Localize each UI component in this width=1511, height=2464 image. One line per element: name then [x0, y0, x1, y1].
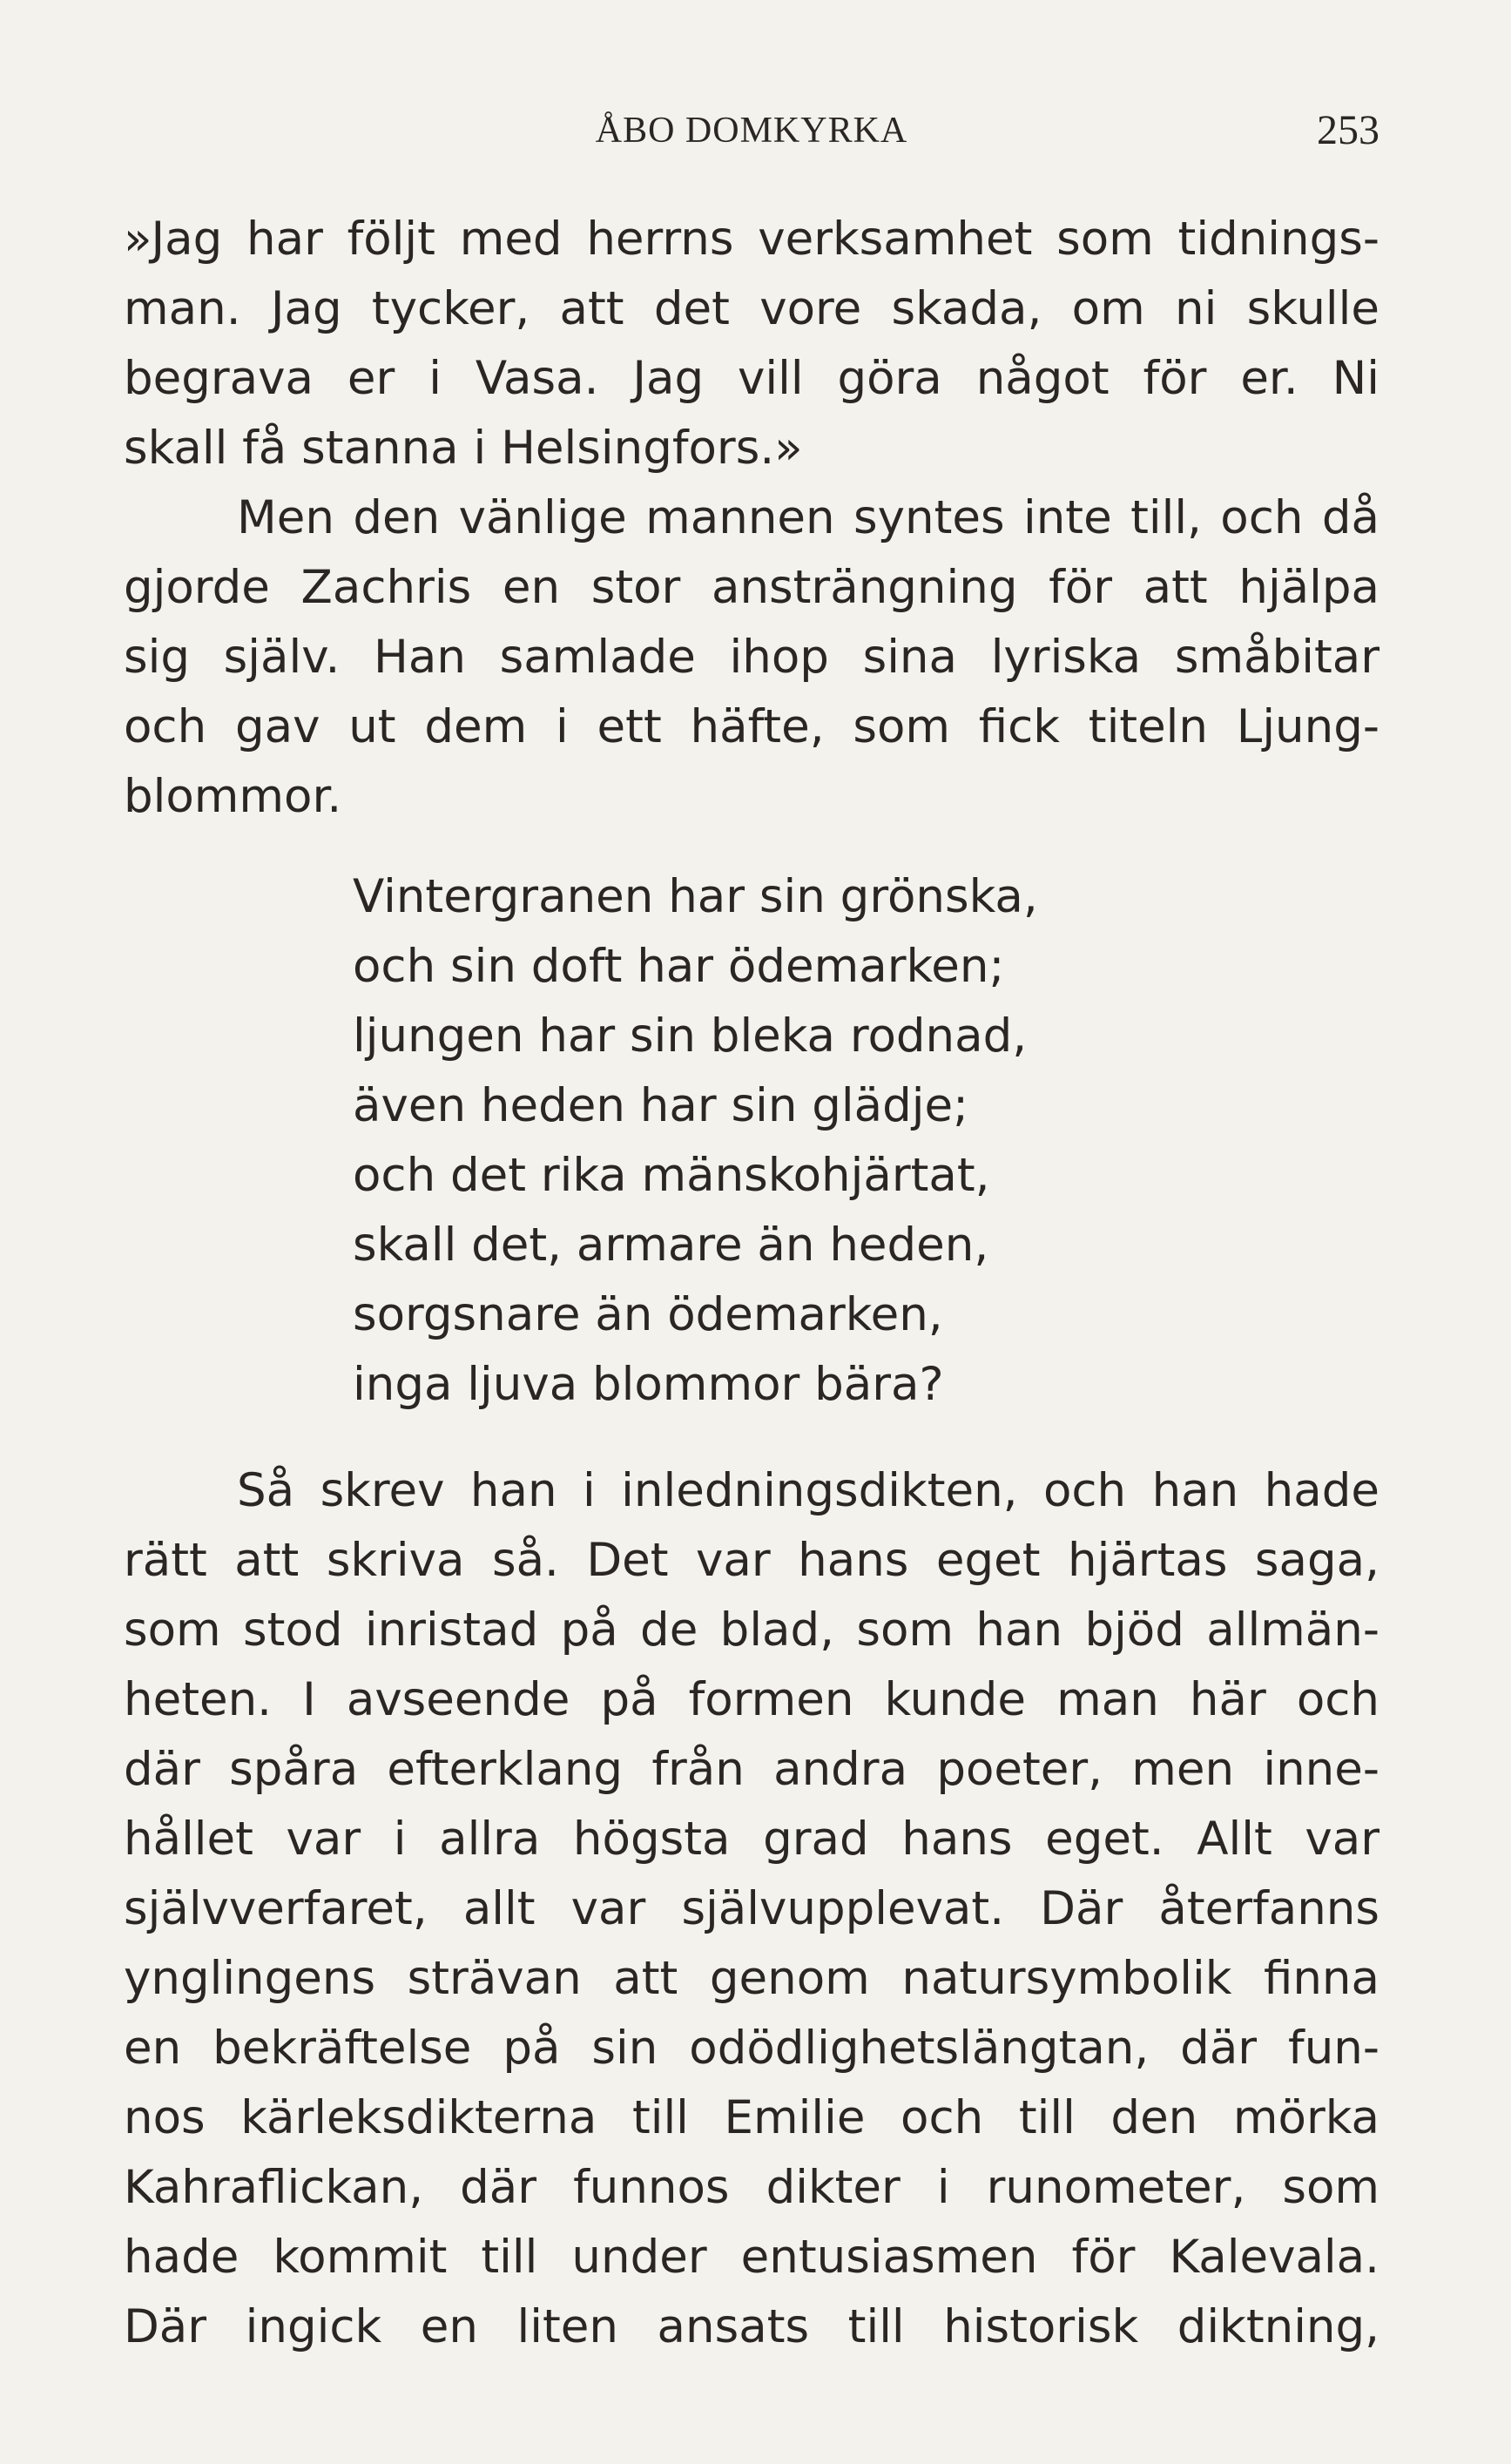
paragraph-1 [124, 205, 1379, 483]
text-line: man. Jag tycker, att det vore skada, om ni skulle [124, 282, 1379, 335]
text-line: ynglingens strävan att genom natursymbolik finna [124, 1952, 1379, 2005]
text-line: en bekräftelse på sin odödlighetslängtan, där fun- [124, 2022, 1379, 2075]
poem-line: och det rika mänskohjärtat, [353, 1149, 990, 1202]
paragraph-2 [124, 483, 1379, 832]
poem-stanza [353, 862, 1137, 1420]
text-line: skall få stanna i Helsingfors.» [124, 422, 803, 475]
text-line: nos kärleksdikterna till Emilie och till den mörka [124, 2091, 1379, 2144]
text-line: begrava er i Vasa. Jag vill göra något för er. Ni [124, 352, 1379, 405]
text-line: där spåra efterklang från andra poeter, men inne- [124, 1743, 1379, 1796]
text-line: rätt att skriva så. Det var hans eget hjärtas saga, [124, 1534, 1379, 1587]
running-title: ÅBO DOMKYRKA [595, 111, 908, 151]
text-line: och gav ut dem i ett häfte, som fick titeln Ljung- [124, 700, 1379, 753]
text-line: gjorde Zachris en stor ansträngning för att hjälpa [124, 561, 1379, 614]
text-line: självverfaret, allt var självupplevat. Där återfanns [124, 1882, 1379, 1935]
poem-line: inga ljuva blommor bära? [353, 1358, 944, 1411]
text-line: sig själv. Han samlade ihop sina lyriska småbitar [124, 631, 1379, 684]
text-line: som stod inristad på de blad, som han bjöd allmän- [124, 1603, 1379, 1657]
poem-line: ljungen har sin bleka rodnad, [353, 1009, 1028, 1063]
text-line: Kahraflickan, där funnos dikter i runometer, som [124, 2161, 1379, 2214]
text-line: hade kommit till under entusiasmen för Kalevala. [124, 2231, 1379, 2284]
text-line: hållet var i allra högsta grad hans eget. Allt var [124, 1813, 1379, 1866]
poem-line: och sin doft har ödemarken; [353, 940, 1005, 993]
running-head [124, 105, 1379, 157]
page-number: 253 [1317, 107, 1379, 153]
poem-line: sorgsnare än ödemarken, [353, 1288, 943, 1341]
text-line: Men den vänlige mannen syntes inte till, och då [237, 491, 1379, 544]
text-line: Så skrev han i inledningsdikten, och han hade [237, 1464, 1379, 1517]
text-line: »Jag har följt med herrns verksamhet som tidnings- [124, 213, 1379, 266]
text-line: heten. I avseende på formen kunde man här och [124, 1673, 1379, 1726]
paragraph-3 [124, 1456, 1379, 2362]
text-line: Där ingick en liten ansats till historisk diktning, [124, 2300, 1379, 2353]
text-line: blommor. [124, 770, 342, 823]
poem-line: även heden har sin glädje; [353, 1079, 968, 1132]
poem-line: skall det, armare än heden, [353, 1218, 989, 1272]
poem-line: Vintergranen har sin grönska, [353, 870, 1038, 923]
